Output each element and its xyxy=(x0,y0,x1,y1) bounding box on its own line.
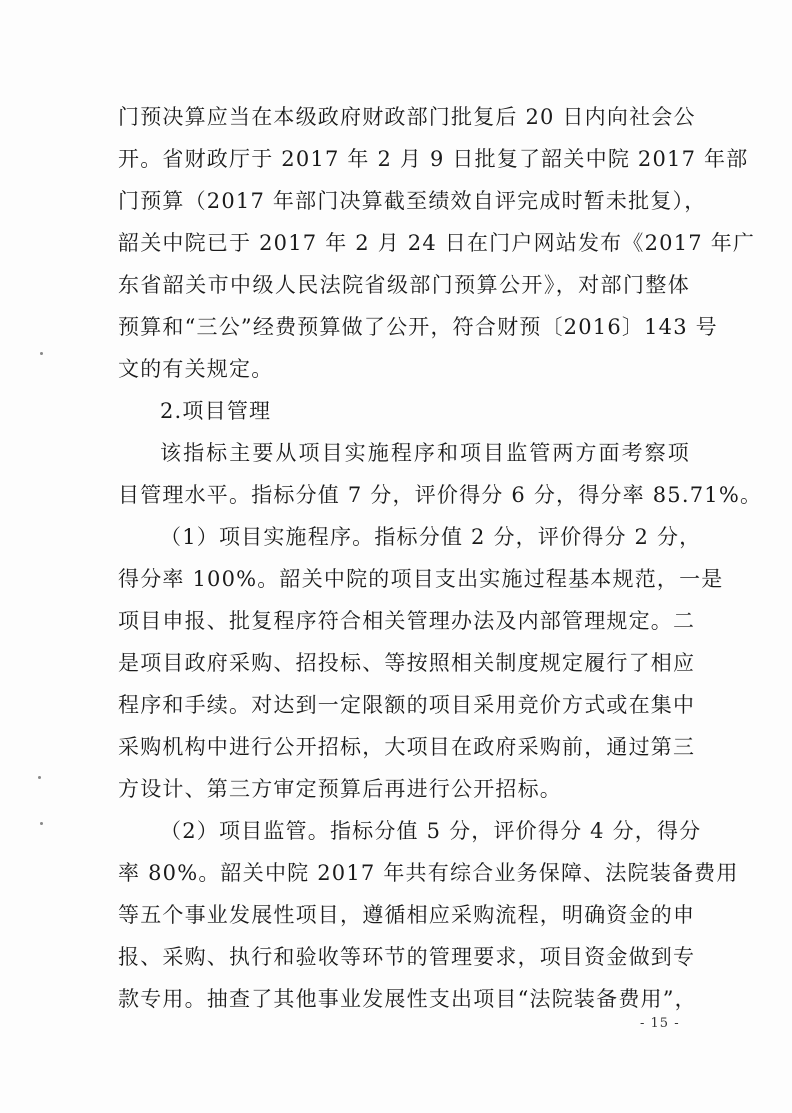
section-heading: 2.项目管理 xyxy=(160,399,272,423)
text-line: 目管理水平。指标分值 7 分，评价得分 6 分，得分率 85.71%。 xyxy=(118,483,763,507)
scan-speck xyxy=(40,822,43,825)
text-line: 报、采购、执行和验收等环节的管理要求，项目资金做到专 xyxy=(118,945,696,969)
text-line: （2）项目监管。指标分值 5 分，评价得分 4 分，得分 xyxy=(160,819,702,843)
page-number: - 15 - xyxy=(640,1016,680,1031)
scan-speck xyxy=(40,352,43,355)
text-line: 项目申报、批复程序符合相关管理办法及内部管理规定。二 xyxy=(118,609,696,633)
text-line: 该指标主要从项目实施程序和项目监管两方面考察项 xyxy=(160,441,690,465)
text-line: 等五个事业发展性项目，遵循相应采购流程，明确资金的申 xyxy=(118,903,696,927)
text-line: 率 80%。韶关中院 2017 年共有综合业务保障、法院装备费用 xyxy=(118,861,739,885)
text-line: 采购机构中进行公开招标，大项目在政府采购前，通过第三 xyxy=(118,735,696,759)
text-line: 程序和手续。对达到一定限额的项目采用竞价方式或在集中 xyxy=(118,693,696,717)
text-line: 门预决算应当在本级政府财政部门批复后 20 日内向社会公 xyxy=(118,105,696,129)
text-line: 款专用。抽查了其他事业发展性支出项目“法院装备费用”， xyxy=(118,987,697,1011)
text-line: 得分率 100%。韶关中院的项目支出实施过程基本规范，一是 xyxy=(118,567,724,591)
text-line: 方设计、第三方审定预算后再进行公开招标。 xyxy=(118,777,562,801)
text-line: 韶关中院已于 2017 年 2 月 24 日在门户网站发布《2017 年广 xyxy=(118,231,756,255)
text-line: 是项目政府采购、招投标、等按照相关制度规定履行了相应 xyxy=(118,651,696,675)
text-line: 开。省财政厅于 2017 年 2 月 9 日批复了韶关中院 2017 年部 xyxy=(118,147,749,171)
scan-speck xyxy=(38,776,41,779)
text-line: 门预算（2017 年部门决算截至绩效自评完成时暂未批复）， xyxy=(118,189,707,213)
text-line: （1）项目实施程序。指标分值 2 分，评价得分 2 分， xyxy=(160,525,702,549)
text-line: 东省韶关市中级人民法院省级部门预算公开》，对部门整体 xyxy=(118,273,690,297)
text-line: 文的有关规定。 xyxy=(118,357,274,381)
text-line: 预算和“三公”经费预算做了公开，符合财预〔2016〕143 号 xyxy=(118,315,718,339)
body-text xyxy=(118,96,763,1020)
